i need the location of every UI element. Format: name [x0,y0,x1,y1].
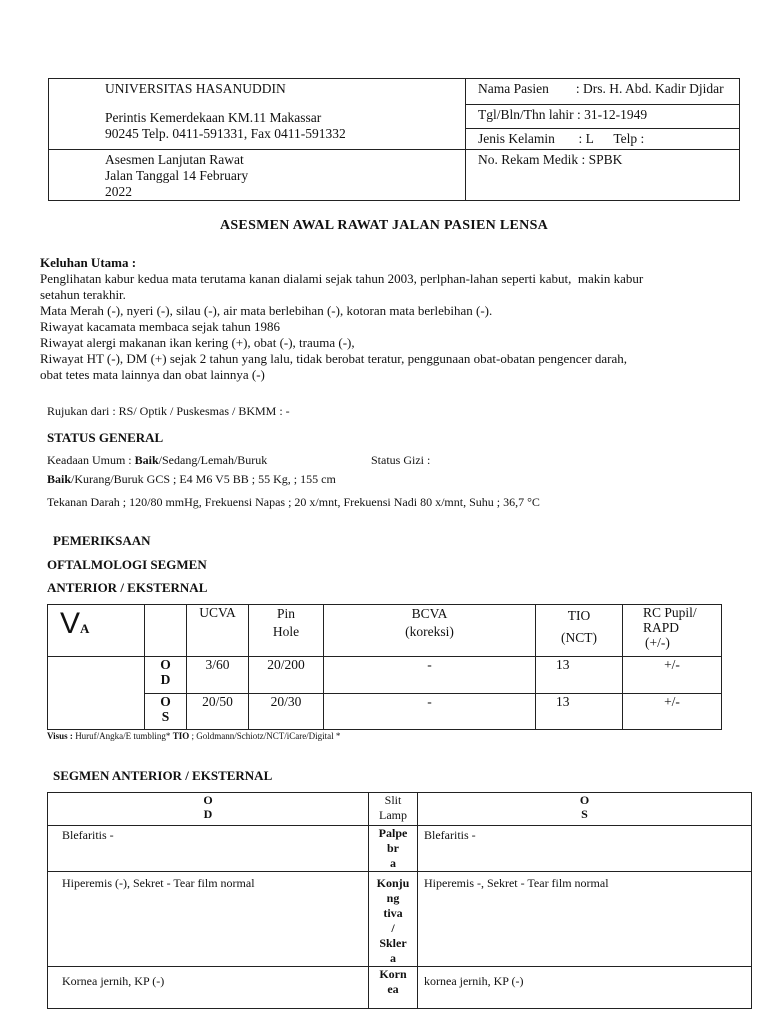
assessment-line-2: Jalan Tanggal 14 February [105,168,249,183]
patient-name: Nama Pasien : Drs. H. Abd. Kadir Djidar [478,81,724,96]
complaint-line: Riwayat HT (-), DM (+) sejak 2 tahun yang lalu, tidak berobat teratur, penggunaan obat-obatan pengencer darah, [40,351,628,366]
col-od-1: O [203,793,213,807]
ucva-od: 3/60 [187,657,249,694]
header-table [48,78,740,201]
complaint-line: obat tetes mata lainnya dan obat lainnya (-) [40,367,265,382]
kornea-od: Kornea jernih, KP (-) [48,967,369,1009]
footnote-tio: TIO [172,731,190,741]
konj-label-4: / [391,921,395,935]
va-label-spacer [48,657,145,694]
footnote-visus: Visus : [47,731,76,741]
konj-label-3: tiva [383,906,403,920]
pinhole-header-1: Pin [276,606,295,621]
institution-name: UNIVERSITAS HASANUDDIN [105,81,286,96]
vitals-line: Tekanan Darah ; 120/80 mmHg, Frekuensi Napas ; 20 x/mnt, Frekuensi Nadi 80 x/mnt, Suhu ; 36,7 °C [47,495,540,509]
complaint-line: Mata Merah (-), nyeri (-), silau (-), air mata berlebihan (-), kotoran mata berlebihan (-). [40,303,493,318]
konj-label-5: Skler [379,936,407,950]
bcva-header-2: (koreksi) [405,624,454,639]
complaint-line: Riwayat kacamata membaca sejak tahun 1986 [40,319,281,334]
tio-header [536,605,623,657]
record-cell [466,150,740,201]
complaint-heading: Keluhan Utama : [40,255,137,270]
exam-heading-3: ANTERIOR / EKSTERNAL [47,580,208,595]
konj-label-1: Konju [376,876,410,890]
referral-text: Rujukan dari : RS/ Optik / Puskesmas / BKMM : - [47,404,290,418]
kornea-label-1: Korn [379,967,407,981]
palpebra-os: Blefaritis - [418,826,752,872]
exam-heading-2: OFTALMOLOGI SEGMEN [47,557,207,572]
kornea-os: kornea jernih, KP (-) [418,967,752,1009]
visual-acuity-table [47,604,722,730]
tio-os: 13 [536,694,623,730]
complaint-line: Penglihatan kabur kedua mata terutama kanan dialami sejak tahun 2003, perlphan-lahan seperti kabut, makin kabur [40,271,644,286]
konj-label-6: a [390,951,396,965]
page-title: ASESMEN AWAL RAWAT JALAN PASIEN LENSA [219,218,549,233]
konjungtiva-label [369,872,418,967]
tio-header-1: TIO [567,608,591,623]
bcva-header-1: BCVA [411,606,448,621]
pinhole-header-2: Hole [272,624,300,639]
col-od-2: D [203,807,213,821]
rc-header-1: RC Pupil/ [643,605,697,620]
eye-os [145,694,187,730]
address-line-2: 90245 Telp. 0411-591331, Fax 0411-591332 [105,126,346,141]
table-row [48,826,752,872]
col-os-1: O [579,793,590,807]
col-os-2: S [581,807,588,821]
table-row [48,967,752,1009]
col-mid-1: Slit [384,793,402,807]
record-number: No. Rekam Medik : SPBK [478,152,623,167]
rc-header-3: (+/-) [645,635,670,650]
kornea-label [369,967,418,1009]
assessment-cell [49,150,466,201]
bcva-header [324,605,536,657]
va-label-big: V [60,607,81,640]
footnote-mid: Huruf/Angka/E tumbling* [75,731,173,741]
tio-od: 13 [536,657,623,694]
footnote-end: ; Goldmann/Schiotz/NCT/iCare/Digital * [189,731,341,741]
segmen-anterior-table [47,792,752,1009]
palpebra-label-1: Palpe [378,826,408,840]
assessment-line-1: Asesmen Lanjutan Rawat [105,152,244,167]
va-row-os [48,694,722,730]
patient-info-cell [466,79,740,150]
va-label-spacer [48,694,145,730]
rc-od: +/- [623,657,722,694]
pinhole-header [249,605,324,657]
eye-od-1: O [160,657,171,672]
pinhole-os: 20/30 [249,694,324,730]
rc-os: +/- [623,694,722,730]
kornea-label-2: ea [387,982,399,996]
patient-dob: Tgl/Bln/Thn lahir : 31-12-1949 [478,107,648,122]
pinhole-od: 20/200 [249,657,324,694]
keadaan-umum [47,453,267,468]
segmen-heading: SEGMEN ANTERIOR / EKSTERNAL [53,768,273,783]
keadaan-rest: /Sedang/Lemah/Buruk [158,453,268,467]
palpebra-label-3: a [390,856,396,870]
va-row-od [48,657,722,694]
address-line-1: Perintis Kemerdekaan KM.11 Makassar [105,110,322,125]
col-od-header [48,793,369,826]
status-gizi: Status Gizi : [371,453,431,467]
tio-header-2: (NCT) [561,630,597,645]
ucva-os: 20/50 [187,694,249,730]
va-label-sub: A [80,621,90,636]
status-general-heading: STATUS GENERAL [47,430,164,445]
ucva-header-text: UCVA [199,605,236,620]
rc-header-2: RAPD [643,620,680,635]
complaint-line: setahun terakhir. [40,287,126,302]
keadaan-bold: Baik [134,453,159,467]
complaint-section [40,255,762,383]
rc-header [623,605,722,657]
konjungtiva-od: Hiperemis (-), Sekret - Tear film normal [48,872,369,967]
table-row [48,872,752,967]
va-label-cell [48,605,145,657]
bcva-os: - [324,694,536,730]
ucva-header [187,605,249,657]
complaint-line: Riwayat alergi makanan ikan kering (+), obat (-), trauma (-), [40,335,355,350]
palpebra-label-2: br [387,841,399,855]
konj-label-2: ng [386,891,400,905]
col-mid-header [369,793,418,826]
exam-heading-1: PEMERIKSAAN [53,533,151,548]
eye-os-2: S [161,709,170,724]
gcs-bold: Baik [47,472,72,486]
bcva-od: - [324,657,536,694]
patient-gender: Jenis Kelamin : L Telp : [478,131,645,146]
visus-footnote [47,731,340,741]
va-eye-header [145,605,187,657]
eye-od-2: D [160,672,171,687]
eye-od [145,657,187,694]
palpebra-label [369,826,418,872]
konjungtiva-os: Hiperemis -, Sekret - Tear film normal [418,872,752,967]
eye-os-1: O [160,694,171,709]
col-os-header [418,793,752,826]
gcs-line [47,472,336,487]
gcs-rest: /Kurang/Buruk GCS ; E4 M6 V5 BB ; 55 Kg, ; 155 cm [71,472,336,486]
keadaan-prefix: Keadaan Umum : [47,453,135,467]
col-mid-2: Lamp [379,808,407,822]
assessment-line-3: 2022 [105,184,132,199]
palpebra-od: Blefaritis - [48,826,369,872]
institution-cell [49,79,466,150]
